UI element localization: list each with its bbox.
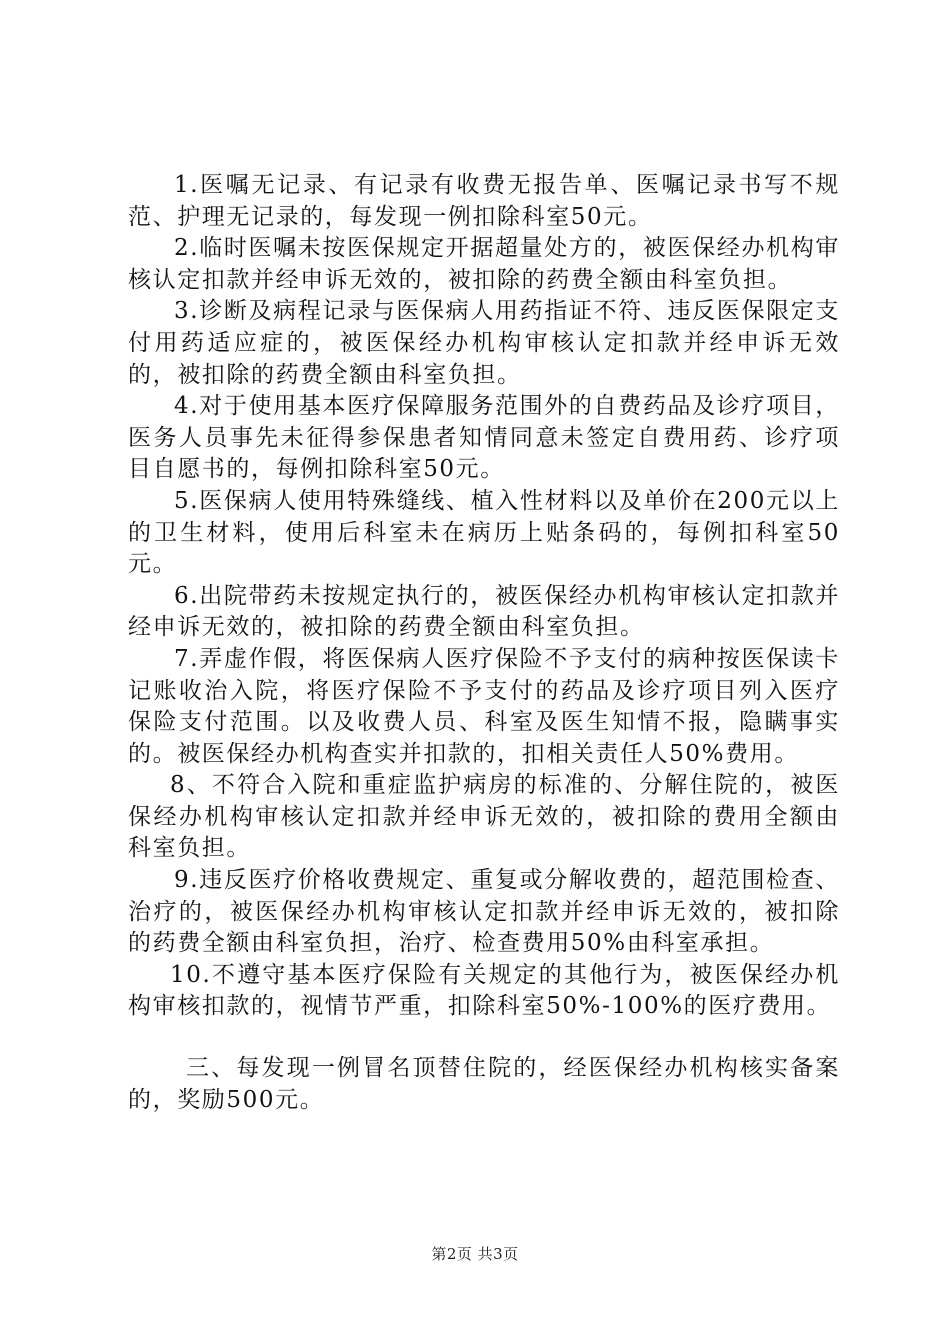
clause-9: 9.违反医疗价格收费规定、重复或分解收费的，超范围检查、治疗的，被医保经办机构审核认定扣款并经申诉无效的，被扣除的药费全额由科室负担，治疗、检查费用50%由科室承担。 — [128, 867, 840, 957]
clause-3: 3.诊断及病程记录与医保病人用药指证不符、违反医保限定支付用药适应症的，被医保经办机构审核认定扣款并经申诉无效的，被扣除的药费全额由科室负担。 — [128, 298, 840, 388]
document-body — [128, 170, 840, 1116]
clause-5: 5.医保病人使用特殊缝线、植入性材料以及单价在200元以上的卫生材料，使用后科室未在病历上贴条码的，每例扣科室50元。 — [128, 487, 840, 578]
clause-1: 1.医嘱无记录、有记录有收费无报告单、医嘱记录书写不规范、护理无记录的，每发现一例扣除科室50元。 — [128, 172, 840, 230]
clause-4: 4.对于使用基本医疗保障服务范围外的自费药品及诊疗项目，医务人员事先未征得参保患者知情同意未签定自费用药、诊疗项目自愿书的，每例扣除科室50元。 — [128, 393, 840, 483]
clause-8: 8、不符合入院和重症监护病房的标准的、分解住院的，被医保经办机构审核认定扣款并经申诉无效的，被扣除的费用全额由科室负担。 — [128, 772, 840, 862]
clause-7: 7.弄虚作假，将医保病人医疗保险不予支付的病种按医保读卡记账收治入院，将医疗保险不予支付的药品及诊疗项目列入医疗保险支付范围。以及收费人员、科室及医生知情不报，隐瞒事实的。被医保经办机构查实并扣款的，扣相关责任人50%费用。 — [128, 645, 840, 767]
clause-2: 2.临时医嘱未按医保规定开据超量处方的，被医保经办机构审核认定扣款并经申诉无效的，被扣除的药费全额由科室负担。 — [128, 235, 840, 293]
section-three: 三、每发现一例冒名顶替住院的，经医保经办机构核实备案的，奖励500元。 — [128, 1055, 840, 1113]
clause-10: 10.不遵守基本医疗保险有关规定的其他行为，被医保经办机构审核扣款的，视情节严重，扣除科室50%-100%的医疗费用。 — [128, 961, 840, 1020]
page-footer: 第2页 共3页 — [431, 1245, 519, 1263]
clause-6: 6.出院带药未按规定执行的，被医保经办机构审核认定扣款并经申诉无效的，被扣除的药费全额由科室负担。 — [128, 582, 840, 641]
